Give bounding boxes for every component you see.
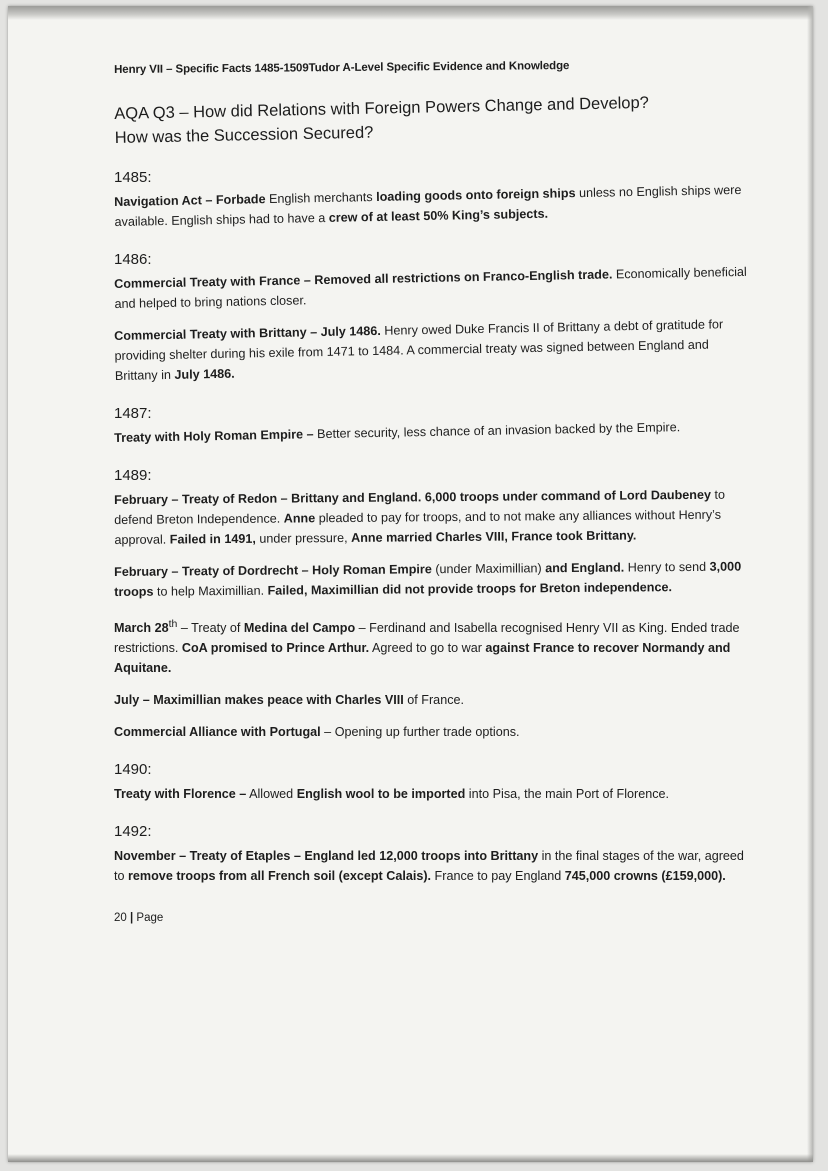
year-1485: 1485: — [114, 169, 152, 186]
entry-treaty-of-redon: February – Treaty of Redon – Brittany and England. 6,000 troops under command of Lord Daubeney to defend Breton Independence. Anne pleaded to pay for troops, and to not make any alliances without Henry’s approval. Failed in 1491, under pressure, Anne married Charles VIII, France took Brittany. — [114, 487, 726, 547]
question-line-2: How was the Succession Secured? — [114, 123, 374, 147]
entry-commercial-treaty-france: Commercial Treaty with France – Removed all restrictions on Franco-English trade. Economically beneficial and helped to bring nations closer. — [114, 264, 747, 311]
page-number: 20 — [114, 912, 127, 925]
entry-treaty-with-florence: Treaty with Florence – Allowed English wool to be imported into Pisa, the main Port of Florence. — [114, 787, 670, 802]
page-label: Page — [136, 912, 164, 925]
year-1490: 1490: — [114, 761, 152, 779]
entry-maximillian-peace: July – Maximillian makes peace with Charles VIII of France. — [114, 693, 464, 708]
entry-alliance-portugal: Commercial Alliance with Portugal – Opening up further trade options. — [114, 725, 520, 740]
scan-shadow-bottom — [8, 1154, 813, 1162]
entry-treaty-of-etaples: November – Treaty of Etaples – England led 12,000 troops into Brittany in the final stages of the war, agreed to remove troops from all French soil (except Calais). France to pay England 745,000 crowns (£159,000). — [114, 849, 744, 884]
year-1489: 1489: — [114, 467, 152, 484]
year-1487: 1487: — [114, 405, 152, 422]
page-content — [114, 60, 754, 925]
page-separator: | — [126, 912, 137, 925]
section-question — [114, 89, 755, 150]
entry-treaty-of-medina-del-campo: March 28th – Treaty of Medina del Campo – Ferdinand and Isabella recognised Henry VII as King. Ended trade restrictions. CoA promised to Prince Arthur. Agreed to go to war against France to recover Normandy and Aquitane. — [114, 618, 740, 676]
entry-commercial-treaty-brittany: Commercial Treaty with Brittany – July 1486. Henry owed Duke Francis II of Brittany a debt of gratitude for providing shelter during his exile from 1471 to 1484. A commercial treaty was signed between England and Brittany in July 1486. — [114, 317, 724, 383]
page-footer — [114, 912, 754, 924]
year-1486: 1486: — [114, 251, 152, 268]
entry-treaty-of-dordrecht: February – Treaty of Dordrecht – Holy Roman Empire (under Maximillian) and England. Henry to send 3,000 troops to help Maximillian. Failed, Maximillian did not provide troops for Breton independence. — [114, 559, 742, 599]
question-line-1: AQA Q3 – How did Relations with Foreign Powers Change and Develop? — [114, 93, 650, 123]
entry-navigation-act: Navigation Act – Forbade English merchants loading goods onto foreign ships unless no English ships were available. English ships had to have a crew of at least 50% King’s subjects. — [114, 182, 742, 229]
scan-shadow-top — [8, 6, 813, 20]
page-header: Henry VII – Specific Facts 1485-1509Tudor A-Level Specific Evidence and Knowledge — [114, 60, 570, 76]
scan-shadow-right — [807, 6, 813, 1162]
year-1492: 1492: — [114, 823, 152, 841]
entry-treaty-holy-roman-empire: Treaty with Holy Roman Empire – Better security, less chance of an invasion backed by the Empire. — [114, 420, 681, 445]
document-page — [8, 6, 813, 1162]
